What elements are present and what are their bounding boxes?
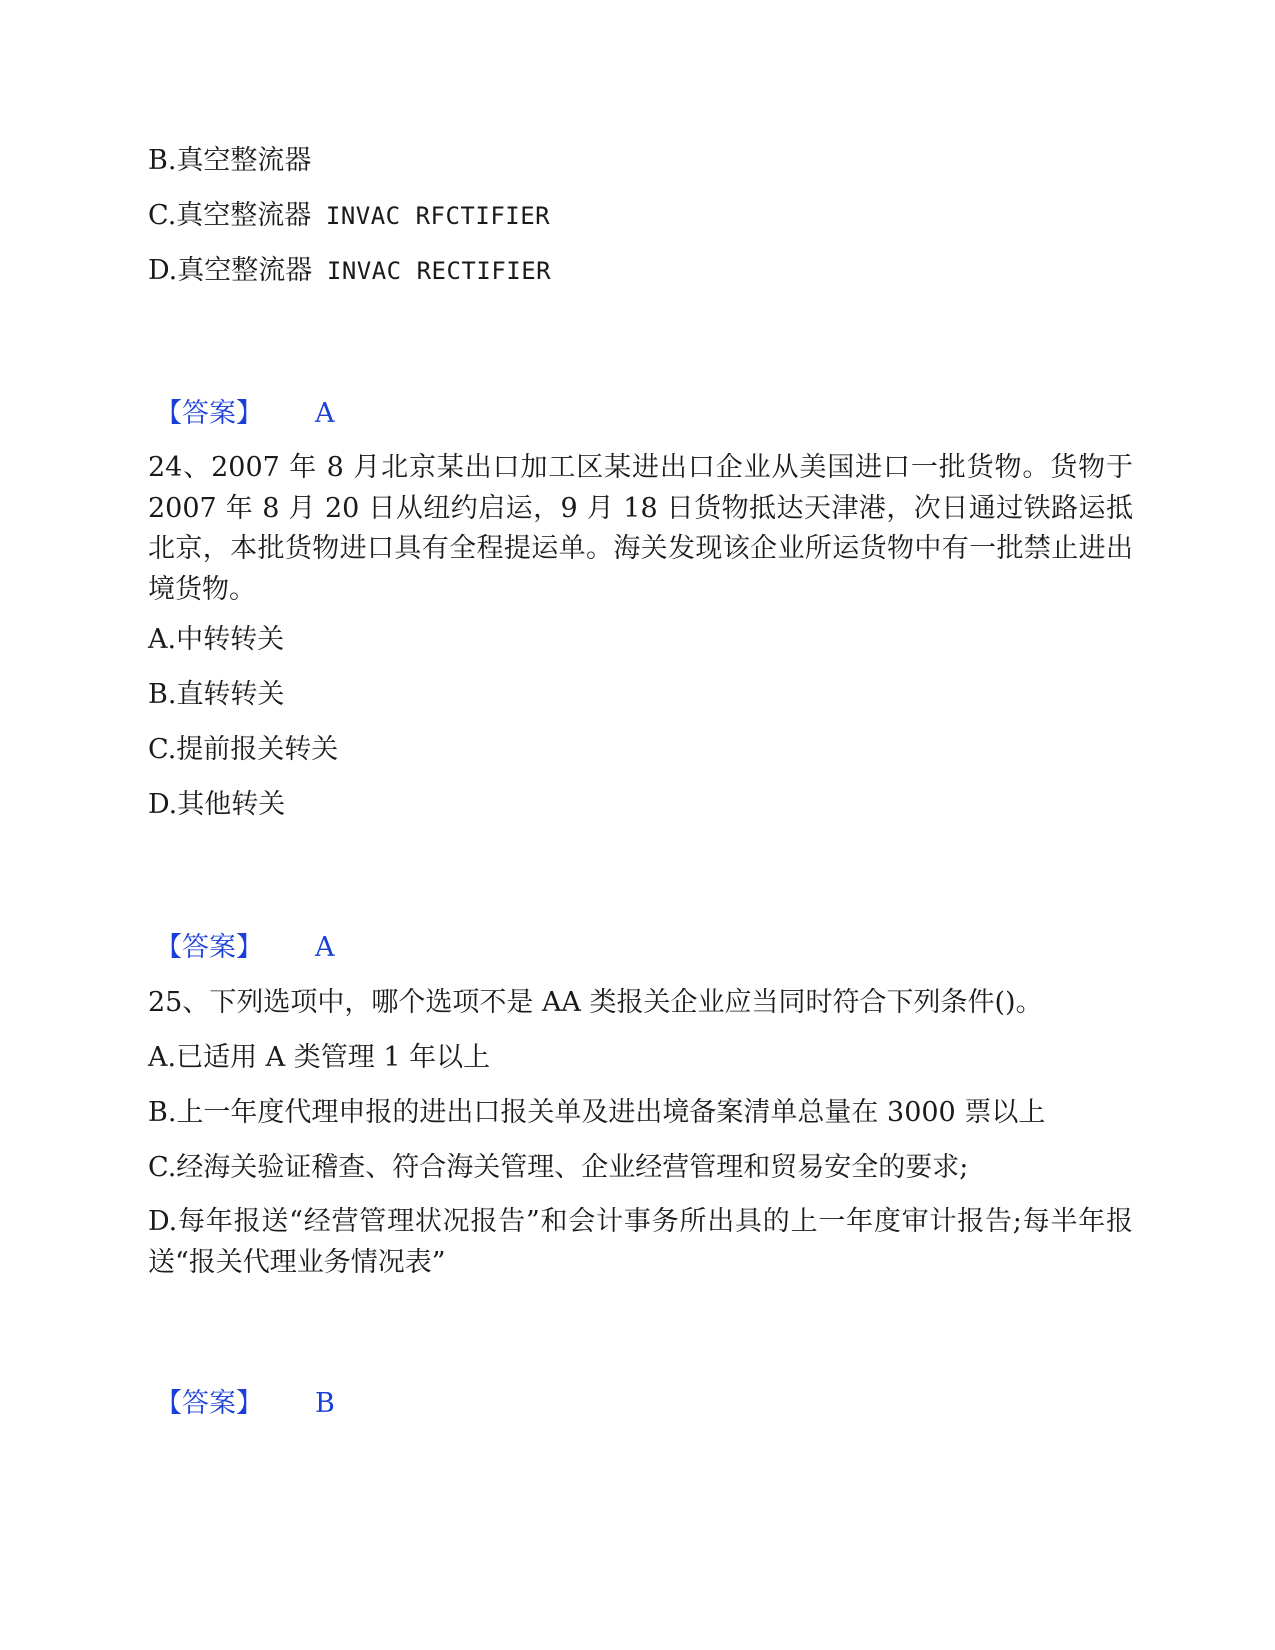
q24-stem: 24、2007 年 8 月北京某出口加工区某进出口企业从美国进口一批货物。货物于 2007 年 8 月 20 日从纽约启运，9 月 18 日货物抵达天津港，次日通过铁路运抵北京，本批货物进口具有全程提运单。海关发现该企业所运货物中有一批禁止进出境货物。 [148,452,1133,605]
answer-value: B [315,1388,335,1419]
answer-label: 【答案】 [155,1388,263,1419]
option-label: B. [148,679,177,710]
answer-label: 【答案】 [155,398,263,429]
q25-option-a [148,1038,490,1078]
answer-label: 【答案】 [155,932,263,963]
option-text: 每年报送“经营管理状况报告”和会计事务所出具的上一年度审计报告;每半年报送“报关代理业务情况表” [148,1206,1133,1278]
option-label: A. [148,624,177,655]
option-label: C. [148,1152,177,1183]
option-text: 提前报关转关 [176,734,339,765]
option-label: C. [148,734,177,765]
q24-option-c [148,730,338,770]
option-label: D. [148,255,178,286]
answer-value: A [315,932,335,963]
q23-option-b [148,141,311,181]
option-code: INVAC RECTIFIER [326,257,552,285]
q24-answer [155,928,335,968]
option-text: 经海关验证稽查、符合海关管理、企业经营管理和贸易安全的要求; [176,1152,969,1183]
option-text: 直转转关 [176,679,285,710]
q23-option-d [148,251,551,291]
option-text: 其他转关 [177,789,286,820]
q25-option-d [148,1202,1133,1283]
q24-option-d [148,785,285,825]
q25-option-c [148,1148,968,1188]
option-label: B. [148,145,177,176]
option-label: D. [148,1206,178,1237]
q23-option-c [148,196,550,236]
q23-answer [155,394,335,434]
q25-answer [155,1384,335,1424]
option-text: 真空整流器 [177,255,313,286]
option-text: 真空整流器 [176,145,312,176]
q24-option-a [148,620,284,660]
q24-option-b [148,675,284,715]
answer-value: A [315,398,335,429]
option-label: A. [148,1042,177,1073]
option-text: 已适用 A 类管理 1 年以上 [176,1042,491,1073]
option-label: B. [148,1097,177,1128]
option-text: 中转转关 [176,624,285,655]
option-code: INVAC RFCTIFIER [325,202,551,230]
option-text: 真空整流器 [176,200,312,231]
option-text: 上一年度代理申报的进出口报关单及进出境备案清单总量在 3000 票以上 [176,1097,1046,1128]
q25-stem: 25、下列选项中，哪个选项不是 AA 类报关企业应当同时符合下列条件()。 [148,987,1043,1018]
option-label: C. [148,200,177,231]
option-label: D. [148,789,178,820]
q25-option-b [148,1093,1045,1133]
